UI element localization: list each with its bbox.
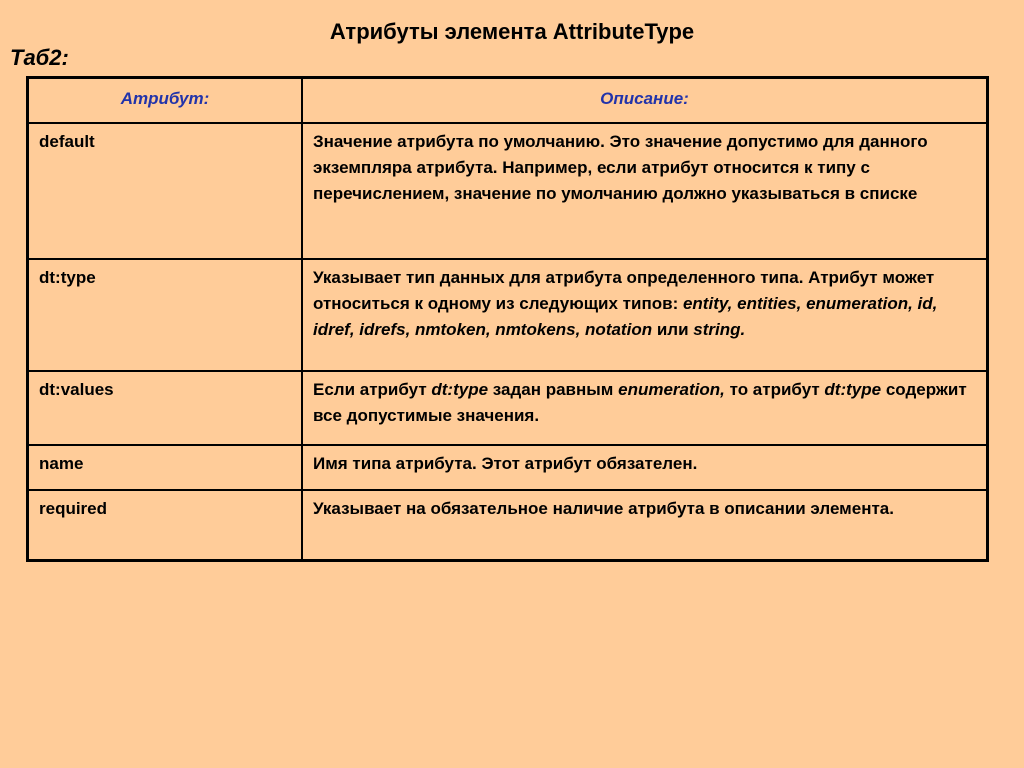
code-reference: enumeration,: [618, 380, 725, 399]
table-row: [29, 489, 986, 559]
attribute-name: dt:type: [39, 268, 96, 287]
attribute-description: [301, 372, 986, 444]
type-list: entity, entities, enumeration, id, idref, idrefs, nmtoken, nmtokens, notation: [313, 294, 938, 339]
code-reference: dt:type: [431, 380, 489, 399]
type-list-last: string.: [693, 320, 746, 339]
description-text: задан равным: [492, 380, 614, 399]
attribute-name: required: [39, 499, 108, 518]
header-attribute: Атрибут:: [120, 89, 210, 108]
attributes-table: [26, 76, 989, 562]
attribute-description: [301, 124, 986, 258]
table-row: [29, 122, 986, 258]
attribute-name: default: [39, 132, 95, 151]
description-text: то атрибут: [729, 380, 820, 399]
attribute-description: [301, 260, 986, 370]
attribute-description: [301, 446, 986, 489]
table-row: [29, 258, 986, 370]
description-text: содержит все допустимые значения.: [313, 380, 967, 425]
description-text: Значение атрибута по умолчанию. Это значение допустимо для данного экземпляра атрибута. Например, если атрибут относится к типу с перечислением, значение по умолчанию должно указываться в списке: [313, 132, 928, 203]
attribute-name: name: [39, 454, 84, 473]
table-header-row: [29, 79, 986, 122]
description-text: Если атрибут: [313, 380, 427, 399]
header-description: Описание:: [301, 79, 986, 122]
table-row: [29, 370, 986, 444]
description-connector: или: [656, 320, 689, 339]
slide-title: Атрибуты элемента AttributeType: [329, 19, 695, 44]
description-text: Имя типа атрибута. Этот атрибут обязателен.: [313, 454, 698, 473]
description-text: Указывает тип данных для атрибута определенного типа. Атрибут может относиться к одному из следующих типов:: [313, 268, 935, 313]
attribute-description: [301, 491, 986, 559]
code-reference: dt:type: [824, 380, 882, 399]
attribute-name: dt:values: [39, 380, 114, 399]
description-text: Указывает на обязательное наличие атрибута в описании элемента.: [313, 499, 894, 518]
table-label: Таб2:: [10, 45, 69, 70]
table-row: [29, 444, 986, 489]
